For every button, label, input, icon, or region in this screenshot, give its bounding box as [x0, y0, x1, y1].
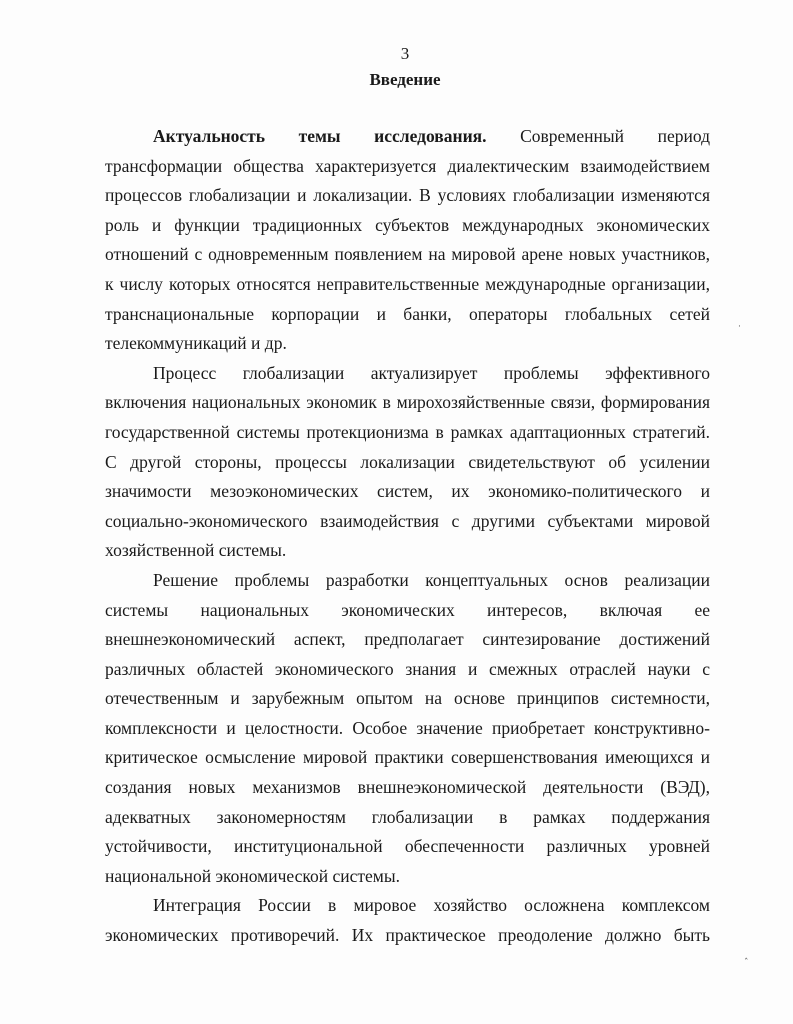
text-line: Процесс глобализации актуализирует проблемы эффективного	[153, 362, 710, 383]
text-line: процессов глобализации и локализации. В условиях глобализации изменяются	[105, 185, 710, 206]
text-line: роль и функции традиционных субъектов международных экономических	[105, 214, 710, 235]
text-line: социально-экономического взаимодействия с другими субъектами мировой	[105, 510, 710, 531]
text-line: экономических противоречий. Их практическое преодоление должно быть	[105, 925, 710, 946]
text-line: хозяйственной системы.	[105, 540, 287, 561]
scan-artifact-mark: ·	[738, 322, 741, 332]
relevance-lead: Актуальность темы исследования.	[153, 126, 487, 146]
text-line: устойчивости, институциональной обеспеченности различных уровней	[105, 836, 710, 857]
text-line: трансформации общества характеризуется диалектическим взаимодействием	[105, 155, 710, 176]
text-line: национальной экономической системы.	[105, 865, 400, 886]
text-line: Решение проблемы разработки концептуальных основ реализации	[153, 569, 710, 590]
text-line: внешнеэкономический аспект, предполагает синтезирование достижений	[105, 629, 710, 650]
text-line: отношений с одновременным появлением на мировой арене новых участников,	[105, 244, 710, 265]
text-line: телекоммуникаций и др.	[105, 333, 287, 354]
text-line: системы национальных экономических интересов, включая ее	[105, 599, 710, 620]
scan-artifact-mark: ˆ	[744, 958, 749, 968]
body-text	[105, 122, 710, 951]
section-heading: Введение	[369, 70, 441, 89]
text-line: Актуальность темы исследования. Современный период	[153, 126, 710, 146]
text-line: отечественным и зарубежным опытом на основе принципов системности,	[105, 688, 710, 709]
text-line: комплексности и целостности. Особое значение приобретает конструктивно-	[105, 717, 710, 738]
text-line: государственной системы протекционизма в рамках адаптационных стратегий.	[105, 421, 710, 442]
text-line: транснациональные корпорации и банки, операторы глобальных сетей	[105, 303, 710, 324]
page-number: 3	[400, 44, 410, 63]
text-line: значимости мезоэкономических систем, их экономико-политического и	[105, 481, 710, 502]
paragraph-solution	[105, 566, 710, 892]
text-line: Интеграция России в мировое хозяйство осложнена комплексом	[153, 895, 710, 916]
text-line: различных областей экономического знания и смежных отраслей науки с	[105, 658, 710, 679]
paragraph-relevance	[105, 122, 710, 359]
text-line: С другой стороны, процессы локализации свидетельствуют об усилении	[105, 451, 710, 472]
text-line: создания новых механизмов внешнеэкономической деятельности (ВЭД),	[105, 777, 710, 798]
text-line: включения национальных экономик в мирохозяйственные связи, формирования	[105, 392, 710, 413]
paragraph-integration	[105, 891, 710, 950]
text-line: к числу которых относятся неправительственные международные организации,	[105, 273, 710, 294]
text-line: адекватных закономерностям глобализации в рамках поддержания	[105, 806, 710, 827]
text-line: критическое осмысление мировой практики совершенствования имеющихся и	[105, 747, 710, 768]
paragraph-globalization	[105, 359, 710, 566]
